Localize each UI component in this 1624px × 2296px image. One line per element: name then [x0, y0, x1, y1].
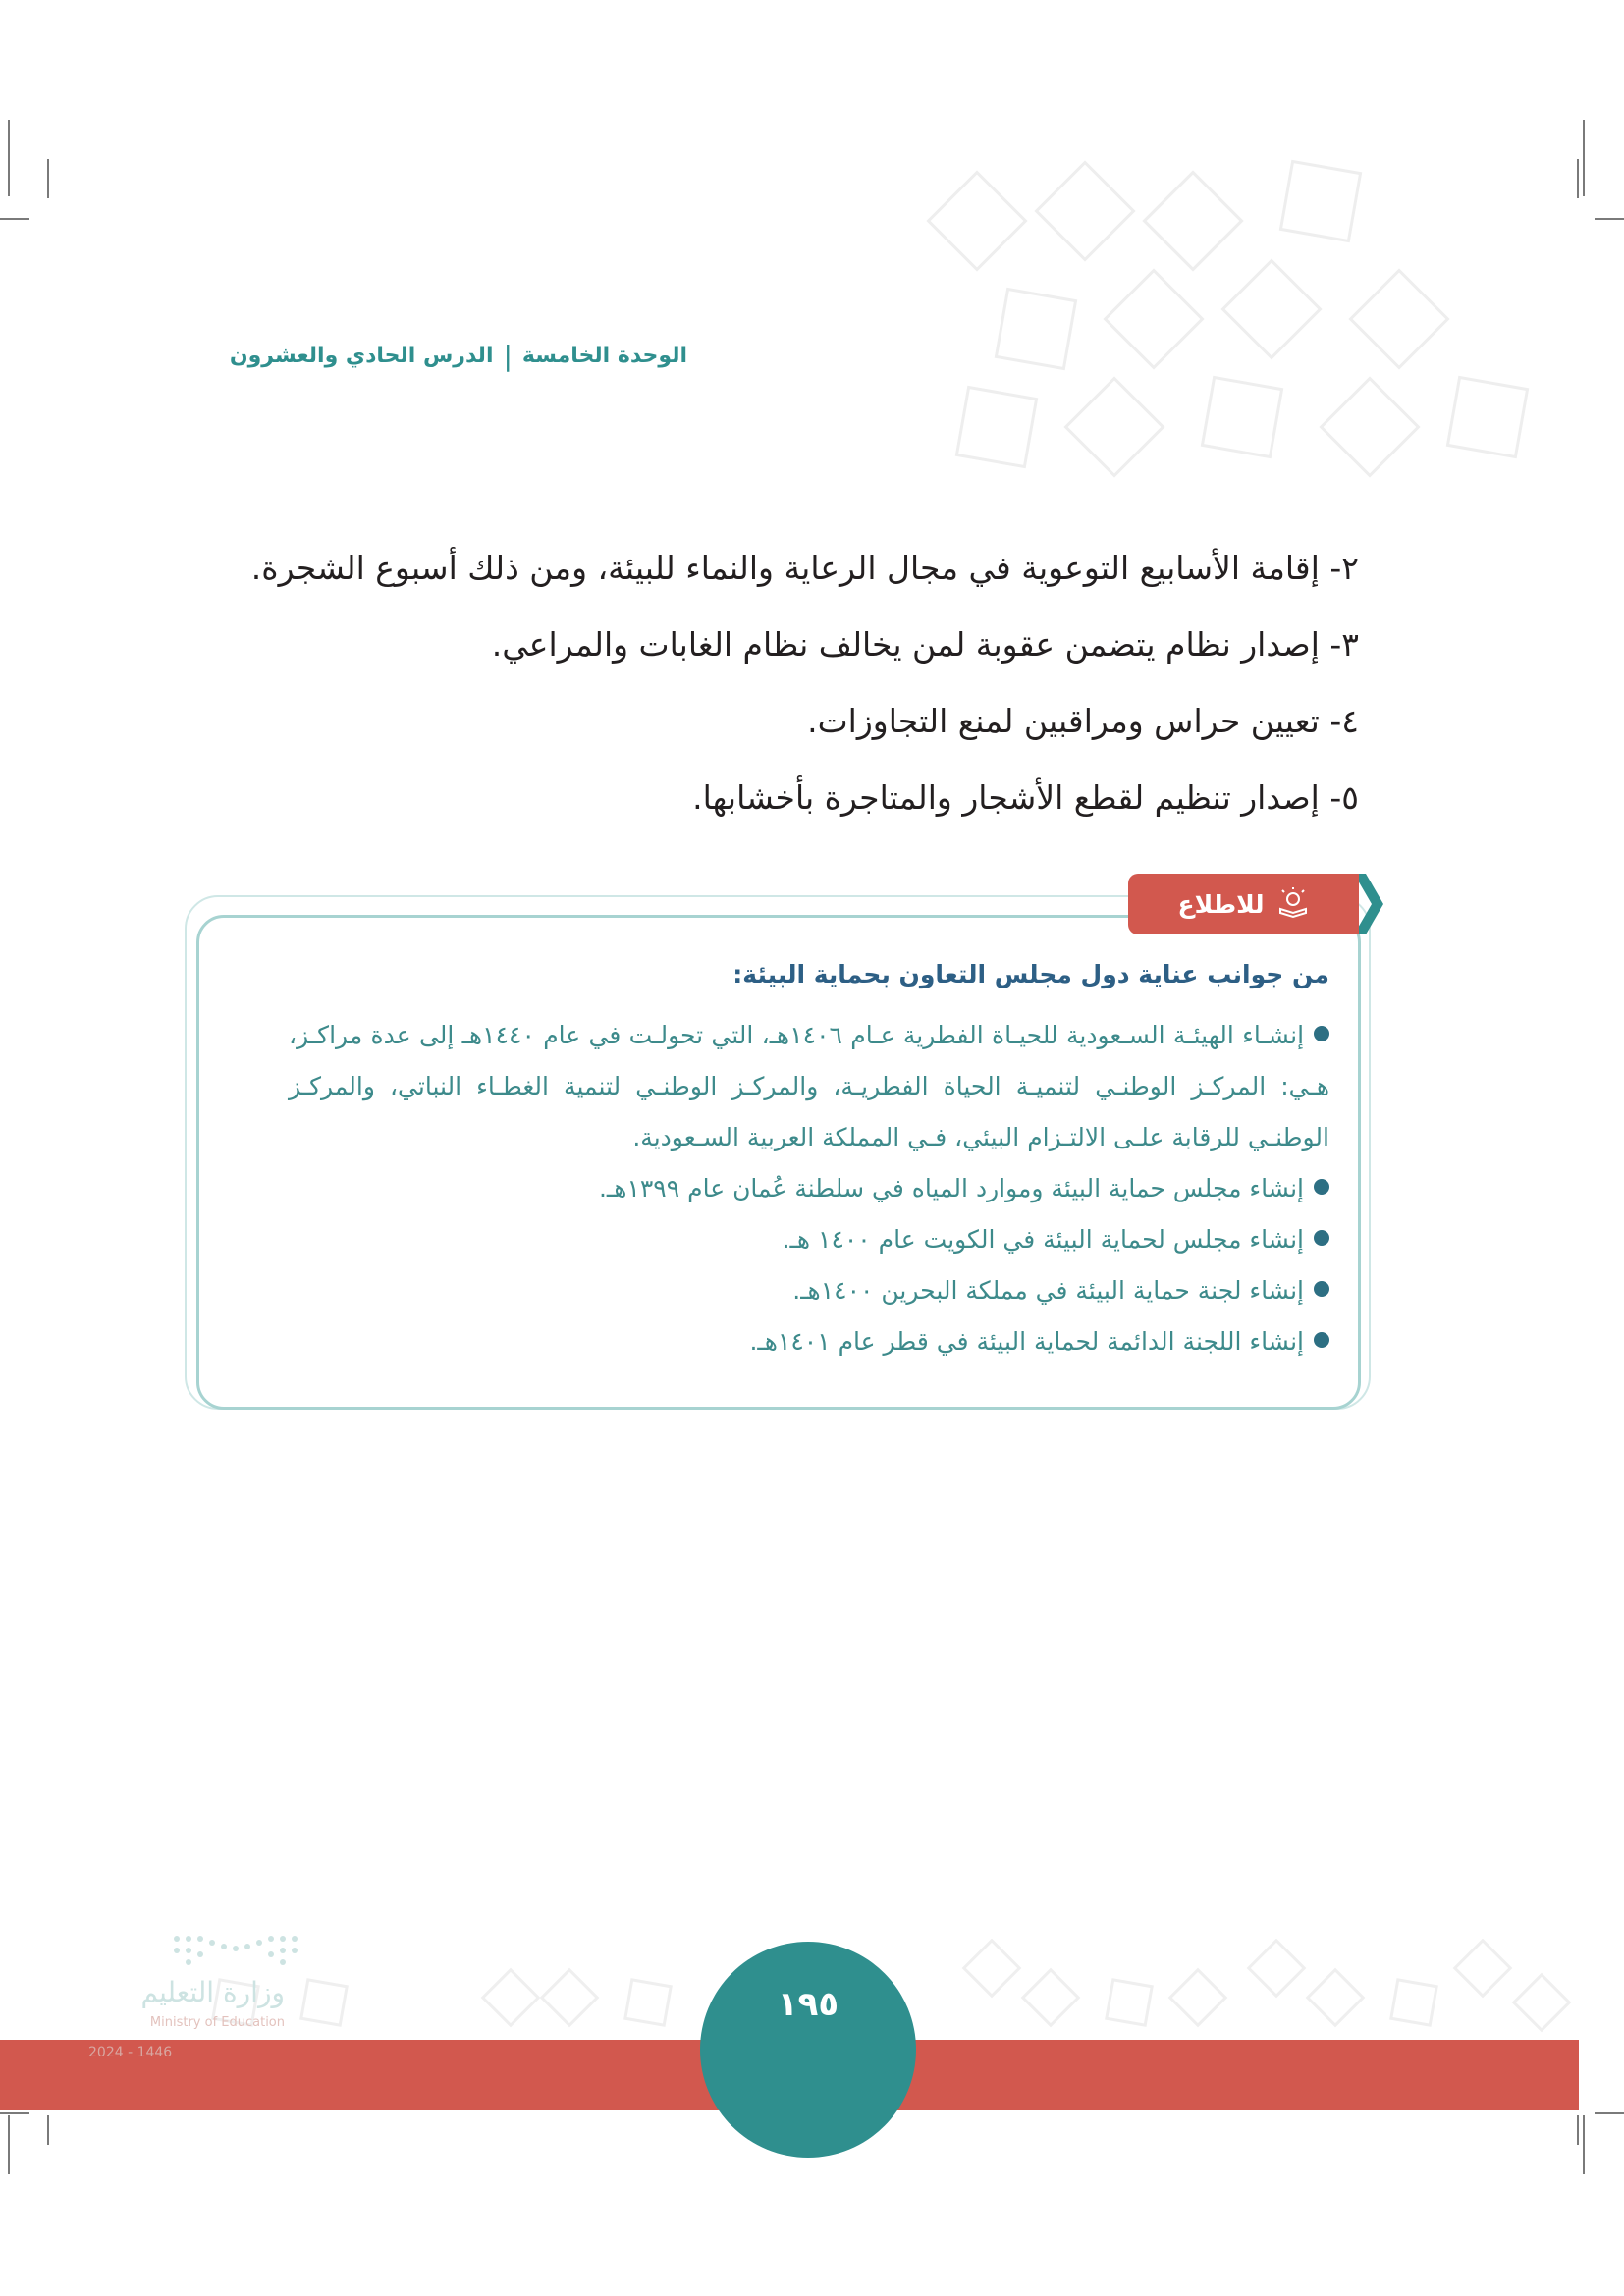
ministry-logo	[59, 1929, 314, 2060]
info-badge	[1128, 874, 1359, 934]
crop-mark	[0, 218, 29, 220]
bullet-item	[289, 1214, 1329, 1265]
bullet-icon	[1314, 1026, 1329, 1041]
page-number-circle	[700, 1942, 916, 2158]
crop-mark	[1583, 120, 1585, 196]
bullet-icon	[1314, 1230, 1329, 1246]
crop-mark	[1577, 2115, 1579, 2145]
unit-title: الوحدة الخامسة	[521, 343, 687, 368]
info-box-content	[289, 960, 1329, 1367]
list-item: ٢- إقامة الأسابيع التوعوية في مجال الرعاية والنماء للبيئة، ومن ذلك أسبوع الشجرة.	[250, 549, 1359, 587]
crop-mark	[1577, 159, 1579, 198]
bullet-text: إنشاء لجنة حماية البيئة في مملكة البحرين ١٤٠٠هـ.	[792, 1276, 1304, 1305]
page-header	[187, 336, 687, 375]
bullet-text: إنشاء مجلس لحماية البيئة في الكويت عام ١٤٠٠ هـ.	[782, 1225, 1304, 1254]
bullet-item	[289, 1265, 1329, 1316]
list-item: ٤- تعيين حراس ومراقبين لمنع التجاوزات.	[807, 702, 1359, 740]
list-item: ٥- إصدار تنظيم لقطع الأشجار والمتاجرة بأخشابها.	[692, 778, 1359, 817]
bullet-icon	[1314, 1281, 1329, 1297]
bullet-text: إنشاء مجلس حماية البيئة وموارد المياه في سلطنة عُمان عام ١٣٩٩هـ.	[598, 1174, 1304, 1202]
crop-mark	[0, 2112, 29, 2114]
bullet-icon	[1314, 1332, 1329, 1348]
bullet-item	[289, 1316, 1329, 1367]
crop-mark	[47, 2115, 49, 2145]
info-box-title: من جوانب عناية دول مجلس التعاون بحماية البيئة:	[732, 960, 1329, 988]
header-separator: |	[503, 339, 513, 372]
lightbulb-book-icon	[1276, 887, 1310, 921]
crop-mark	[8, 2115, 10, 2174]
bullet-item	[289, 1163, 1329, 1214]
decorative-pattern	[923, 157, 1551, 491]
lesson-title: الدرس الحادي والعشرون	[229, 343, 494, 368]
ministry-name: وزارة التعليم	[140, 1976, 285, 2008]
page-number: ١٩٥	[777, 1985, 839, 2024]
bullet-item	[289, 1010, 1329, 1163]
crop-mark	[8, 120, 10, 196]
numbered-list	[240, 530, 1359, 836]
list-item: ٣- إصدار نظام يتضمن عقوبة لمن يخالف نظام الغابات والمراعي.	[491, 625, 1359, 664]
crop-mark	[1595, 218, 1624, 220]
crop-mark	[1595, 2112, 1624, 2114]
crop-mark	[47, 159, 49, 198]
ministry-name-en: Ministry of Education	[149, 2015, 285, 2030]
bullet-text: إنشاء اللجنة الدائمة لحماية البيئة في قطر عام ١٤٠١هـ.	[749, 1327, 1304, 1356]
bullet-text: إنشـاء الهيئـة السـعودية للحيـاة الفطرية عـام ١٤٠٦هـ، التي تحولـت في عام ١٤٤٠هـ إلى عدة مراكـز، هـي: المركـز الوطنـي لتنميـة الحياة الفطريـة، والمركـز الوطنـي لتنمية الغطـاء النباتي، والمركـز الوطنـي للرقابة علـى الالتـزام البيئي، فـي المملكة العربية السـعودية.	[289, 1021, 1329, 1151]
ministry-dots-icon	[157, 1929, 314, 1978]
crop-mark	[1583, 2115, 1585, 2174]
bullet-icon	[1314, 1179, 1329, 1195]
badge-label: للاطلاع	[1177, 889, 1265, 919]
ministry-year: 2024 - 1446	[88, 2045, 173, 2060]
